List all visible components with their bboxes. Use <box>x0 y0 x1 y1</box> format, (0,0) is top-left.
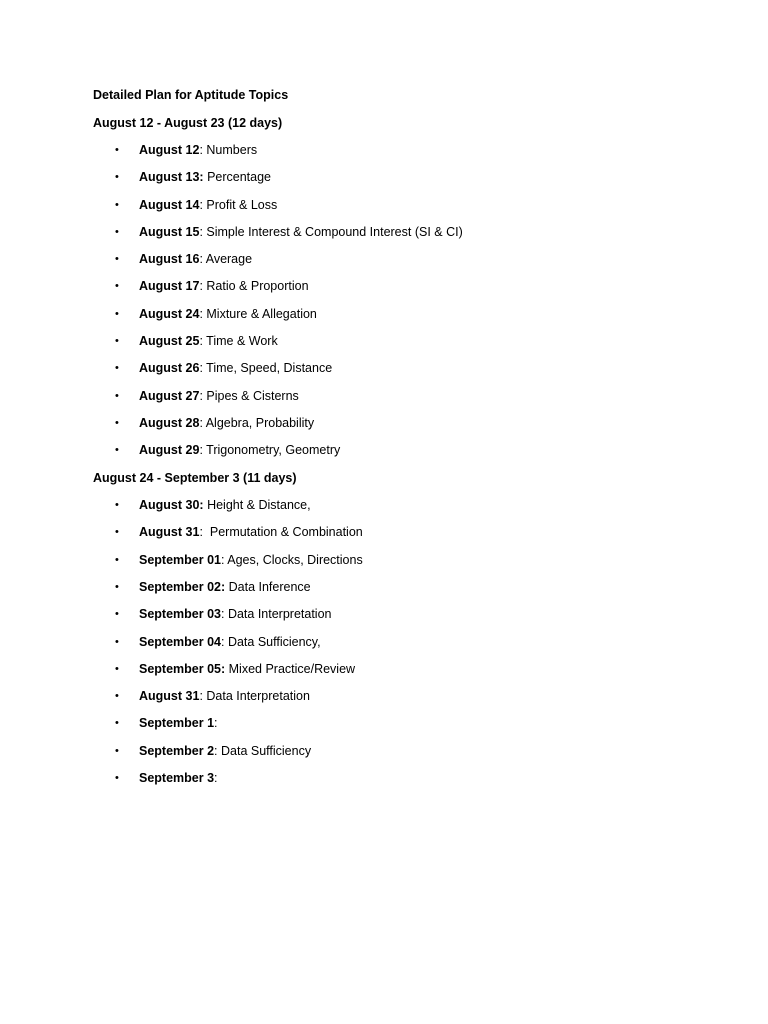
item-separator: : <box>199 143 203 157</box>
list-item <box>93 742 713 769</box>
item-separator: : <box>220 607 225 622</box>
item-separator: : <box>214 716 218 731</box>
list-item <box>93 359 713 386</box>
bullet-icon: • <box>115 608 119 621</box>
item-date: September 2 <box>139 743 215 758</box>
item-date: August 30: <box>139 498 204 513</box>
bullet-icon: • <box>115 690 119 703</box>
bullet-icon: • <box>115 198 119 211</box>
bullet-icon: • <box>115 717 119 730</box>
item-separator: : <box>199 443 203 458</box>
item-date: September 05: <box>139 661 226 676</box>
list-item <box>93 223 713 250</box>
item-date: September 01 <box>139 552 221 567</box>
bullet-icon: • <box>115 553 119 566</box>
bullet-icon: • <box>115 280 119 293</box>
bullet-icon: • <box>115 772 119 785</box>
bullet-icon: • <box>115 307 119 320</box>
item-topic: Data Interpretation <box>202 689 310 704</box>
item-date: August 15 <box>139 224 200 239</box>
bullet-icon: • <box>115 526 119 539</box>
item-date: August 28 <box>139 415 200 430</box>
sections-container <box>93 114 713 797</box>
item-topic: Mixture & Allegation <box>202 306 317 321</box>
item-separator: : <box>199 224 203 239</box>
item-date: August 26 <box>139 361 200 376</box>
item-topic: Mixed Practice/Review <box>225 661 356 676</box>
bullet-icon: • <box>115 662 119 675</box>
list-item <box>93 660 713 687</box>
bullet-icon: • <box>115 499 119 512</box>
item-date: August 25 <box>139 334 200 349</box>
bullet-icon: • <box>115 335 119 348</box>
bullet-icon: • <box>115 362 119 375</box>
item-date: August 16 <box>139 252 200 267</box>
bullet-icon: • <box>115 635 119 648</box>
list-item <box>93 141 713 168</box>
document-body <box>93 86 713 796</box>
item-separator: : <box>199 306 203 321</box>
item-separator: : <box>199 689 203 704</box>
item-date: August 17 <box>139 279 200 294</box>
item-topic: Data Sufficiency, <box>224 634 321 649</box>
item-separator: : <box>199 388 203 403</box>
list-item <box>93 605 713 632</box>
item-date: August 31 <box>139 525 200 540</box>
item-date: August 29 <box>139 443 200 458</box>
list-item <box>93 687 713 714</box>
item-date: August 12 <box>139 143 200 157</box>
bullet-icon: • <box>115 416 119 429</box>
item-date: September 1 <box>139 716 215 731</box>
item-date: September 04 <box>139 634 221 649</box>
item-date: September 02: <box>139 579 226 594</box>
item-topic: Pipes & Cisterns <box>202 388 299 403</box>
item-topic: Data Interpretation <box>224 607 332 622</box>
bullet-icon: • <box>115 144 119 156</box>
item-date: August 13: <box>139 170 204 185</box>
bullet-icon: • <box>115 389 119 402</box>
item-separator: : <box>199 361 203 376</box>
item-date: September 3 <box>139 771 215 786</box>
item-topic: Percentage <box>203 170 272 185</box>
bullet-icon: • <box>115 225 119 238</box>
item-separator: : <box>220 634 225 649</box>
section-heading: August 12 - August 23 (12 days) <box>93 115 283 130</box>
item-topic: Profit & Loss <box>202 197 278 212</box>
item-separator: : <box>199 525 203 540</box>
bullet-icon: • <box>115 744 119 757</box>
item-topic: Trigonometry, Geometry <box>202 443 341 458</box>
item-topic: Ratio & Proportion <box>202 279 309 294</box>
item-topic: Permutation & Combination <box>202 525 363 540</box>
bullet-icon: • <box>115 253 119 266</box>
item-separator: : <box>199 279 203 294</box>
topic-list <box>93 496 713 796</box>
item-date: August 31 <box>139 689 200 704</box>
item-topic: Numbers <box>202 143 258 157</box>
item-separator: : <box>220 552 225 567</box>
list-item <box>93 277 713 304</box>
list-item <box>93 414 713 441</box>
list-item <box>93 332 713 359</box>
list-item <box>93 633 713 660</box>
item-topic: Data Sufficiency <box>217 743 312 758</box>
list-item <box>93 250 713 277</box>
list-item <box>93 523 713 550</box>
item-topic: Average <box>202 252 253 267</box>
section-heading: August 24 - September 3 (11 days) <box>93 470 297 485</box>
document-title: Detailed Plan for Aptitude Topics <box>93 88 289 102</box>
list-item <box>93 196 713 223</box>
list-item <box>93 578 713 605</box>
item-topic: Ages, Clocks, Directions <box>224 552 363 567</box>
topic-list <box>93 141 713 469</box>
item-topic: Height & Distance, <box>203 498 311 513</box>
bullet-icon: • <box>115 171 119 184</box>
list-item <box>93 441 713 468</box>
item-topic: Algebra, Probability <box>202 415 315 430</box>
item-topic: Simple Interest & Compound Interest (SI & CI) <box>202 224 463 239</box>
item-separator: : <box>199 415 203 430</box>
list-item <box>93 714 713 741</box>
item-topic: Time & Work <box>202 334 278 349</box>
list-item <box>93 387 713 414</box>
item-date: August 24 <box>139 306 200 321</box>
list-item <box>93 769 713 796</box>
bullet-icon: • <box>115 444 119 457</box>
item-separator: : <box>214 743 218 758</box>
item-separator: : <box>199 252 203 267</box>
item-date: August 14 <box>139 197 200 212</box>
item-separator: : <box>214 771 218 786</box>
bullet-icon: • <box>115 580 119 593</box>
list-item <box>93 168 713 195</box>
list-item <box>93 496 713 523</box>
item-topic: Time, Speed, Distance <box>202 361 333 376</box>
item-date: August 27 <box>139 388 200 403</box>
item-separator: : <box>199 334 203 349</box>
list-item <box>93 551 713 578</box>
item-topic: Data Inference <box>225 579 311 594</box>
item-date: September 03 <box>139 607 221 622</box>
list-item <box>93 305 713 332</box>
item-separator: : <box>199 197 203 212</box>
